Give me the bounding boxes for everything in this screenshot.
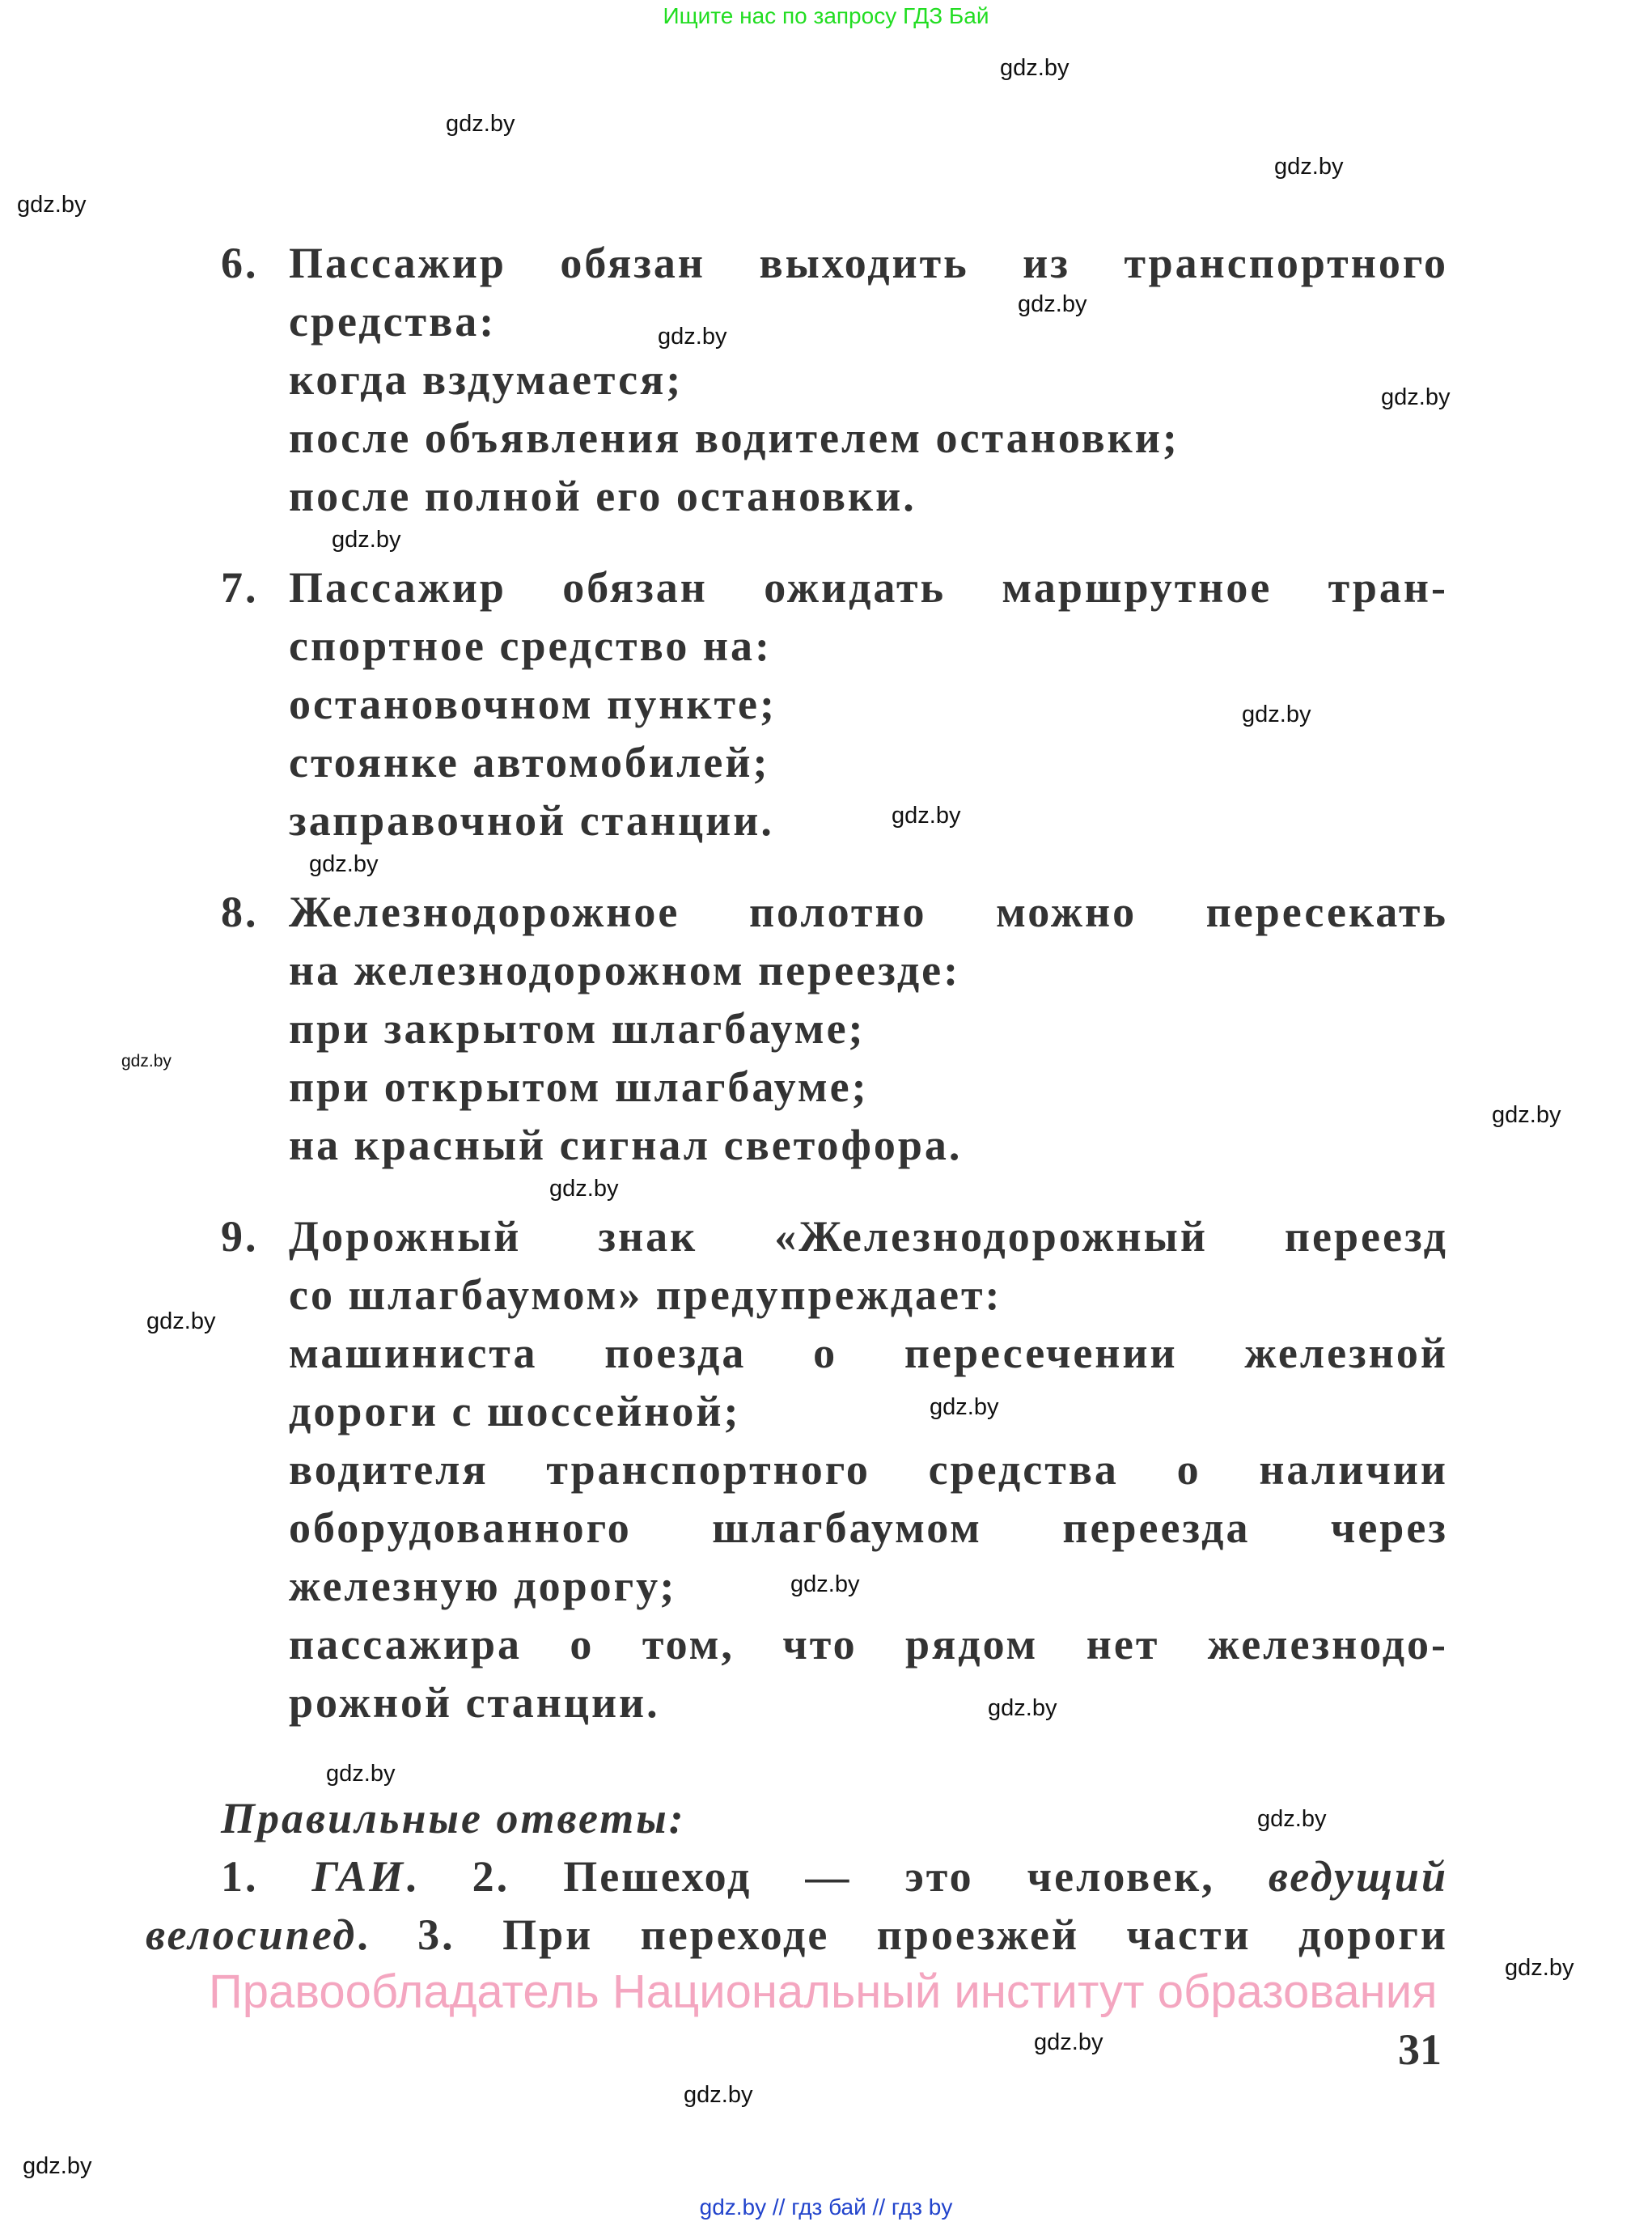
- answer-option: оборудованного шлагбаумом переезда через: [289, 1503, 1448, 1552]
- answer-text: . 3. При переходе проезжей части дороги: [357, 1910, 1448, 1959]
- question-number: 9.: [221, 1212, 259, 1261]
- answer-option: на красный сигнал светофора.: [289, 1121, 963, 1169]
- answers-heading: Правильные ответы:: [221, 1794, 686, 1842]
- answer-option: рожной станции.: [289, 1678, 660, 1727]
- watermark: gdz.by: [1505, 1955, 1574, 1981]
- question-number: 6.: [221, 239, 259, 287]
- watermark: gdz.by: [1242, 702, 1311, 727]
- answer-text: . 2. Пешеход — это человек,: [405, 1852, 1269, 1901]
- question-text: на железнодорожном переезде:: [289, 946, 961, 994]
- copyright-notice: Правообладатель Национальный институт образования: [209, 1965, 1438, 2018]
- watermark: gdz.by: [1274, 154, 1344, 180]
- question-text: со шлагбаумом» предупреждает:: [289, 1270, 1002, 1319]
- watermark: gdz.by: [790, 1571, 860, 1597]
- watermark: gdz.by: [326, 1761, 396, 1787]
- answer-option: железную дорогу;: [289, 1562, 677, 1610]
- watermark: gdz.by: [1381, 384, 1451, 410]
- watermark: gdz.by: [658, 324, 727, 350]
- watermark: gdz.by: [684, 2082, 753, 2108]
- question-text: Железнодорожное полотно можно пересекать: [289, 888, 1448, 936]
- question-text: средства:: [289, 297, 497, 346]
- watermark: gdz.by: [23, 2153, 92, 2179]
- answer-option: заправочной станции.: [289, 796, 774, 845]
- watermark: gdz.by: [892, 803, 961, 829]
- answer-option: остановочном пункте;: [289, 680, 777, 728]
- answer-option: при открытом шлагбауме;: [289, 1062, 869, 1111]
- watermark: gdz.by: [549, 1176, 619, 1202]
- watermark: gdz.by: [446, 111, 515, 137]
- question-text: Пассажир обязан ожидать маршрутное тран-: [289, 563, 1448, 612]
- answer-option: водителя транспортного средства о наличии: [289, 1445, 1448, 1494]
- answer-option: машиниста поезда о пересечении железной: [289, 1329, 1448, 1377]
- question-text: Пассажир обязан выходить из транспортного: [289, 239, 1448, 287]
- watermark: gdz.by: [332, 527, 401, 553]
- question-6: [221, 234, 1451, 525]
- footer-links[interactable]: gdz.by // гдз бай // гдз by: [699, 2194, 953, 2220]
- question-number: 7.: [221, 563, 259, 612]
- watermark: gdz.by: [1492, 1102, 1561, 1128]
- answer-option: после полной его остановки.: [289, 472, 917, 520]
- question-9: [221, 1207, 1448, 1732]
- answer-option: после объявления водителем остановки;: [289, 413, 1180, 462]
- watermark: gdz.by: [146, 1308, 216, 1334]
- watermark: gdz.by: [17, 192, 87, 218]
- answer-option: дороги с шоссейной;: [289, 1387, 741, 1435]
- answer-text-italic: ведущий: [1268, 1852, 1448, 1901]
- watermark: gdz.by: [930, 1394, 999, 1420]
- question-number: 8.: [221, 888, 259, 936]
- answer-text: 1.: [221, 1852, 312, 1901]
- answer-text-italic: велосипед: [146, 1910, 358, 1959]
- watermark: gdz.by: [988, 1695, 1057, 1721]
- watermark: gdz.by: [309, 851, 379, 877]
- search-hint-banner: Ищите нас по запросу ГДЗ Бай: [663, 3, 989, 28]
- answers-line: [221, 1847, 1448, 1906]
- answer-option: пассажира о том, что рядом нет железнодо-: [289, 1620, 1448, 1668]
- answer-option: при закрытом шлагбауме;: [289, 1004, 866, 1053]
- watermark: gdz.by: [121, 1052, 172, 1071]
- question-text: Дорожный знак «Железнодорожный переезд: [289, 1212, 1448, 1261]
- answer-option: когда вздумается;: [289, 355, 684, 404]
- watermark: gdz.by: [1018, 291, 1087, 317]
- answer-option: стоянке автомобилей;: [289, 738, 770, 787]
- question-text: спортное средство на:: [289, 621, 772, 670]
- watermark: gdz.by: [1000, 55, 1070, 81]
- answer-text-italic: ГАИ: [311, 1852, 406, 1901]
- watermark: gdz.by: [1257, 1806, 1327, 1832]
- page-number: 31: [1398, 2025, 1442, 2074]
- answers-line: [146, 1906, 1448, 1964]
- question-8: [221, 883, 1448, 1174]
- watermark: gdz.by: [1034, 2029, 1103, 2055]
